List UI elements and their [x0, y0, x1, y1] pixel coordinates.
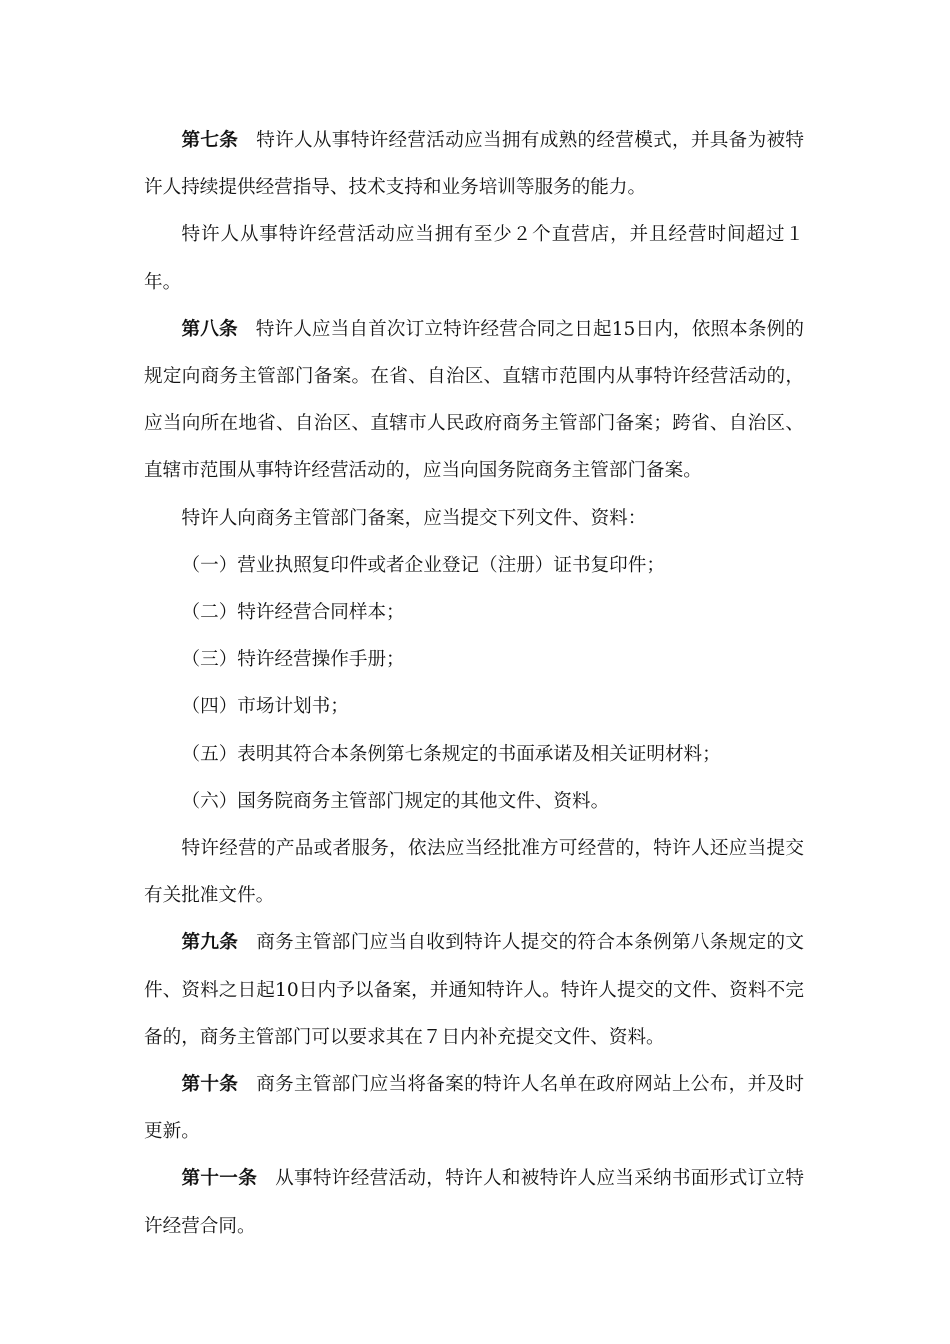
paragraph-article-9 — [144, 919, 804, 1061]
paragraph-article-11 — [144, 1155, 804, 1249]
list-item-text: （三）特许经营操作手册； — [181, 649, 405, 671]
paragraph-article-10 — [144, 1061, 804, 1155]
article-heading: 第十条 — [181, 1074, 239, 1096]
paragraph-text: 商务主管部门应当将备案的特许人名单在政府网站上公布，并及时更新。 — [144, 1074, 804, 1143]
paragraph-text: 从事特许经营活动，特许人和被特许人应当采纳书面形式订立特许经营合同。 — [144, 1168, 804, 1237]
list-item-text: （四）市场计划书； — [181, 696, 349, 718]
paragraph-text: 商务主管部门应当自收到特许人提交的符合本条例第八条规定的文件、资料之日起10日内予以备案，并通知特许人。特许人提交的文件、资料不完备的，商务主管部门可以要求其在７日内补充提交文件、资料。 — [144, 932, 804, 1048]
list-item — [144, 542, 804, 589]
article-heading: 第九条 — [181, 932, 239, 954]
paragraph-text: 特许人应当自首次订立特许经营合同之日起15日内，依照本条例的规定向商务主管部门备案。在省、自治区、直辖市范围内从事特许经营活动的，应当向所在地省、自治区、直辖市人民政府商务主管部门备案；跨省、自治区、直辖市范围从事特许经营活动的，应当向国务院商务主管部门备案。 — [144, 318, 804, 482]
paragraph-text: 特许人从事特许经营活动应当拥有成熟的经营模式，并具备为被特许人持续提供经营指导、技术支持和业务培训等服务的能力。 — [144, 130, 804, 199]
article-heading: 第八条 — [181, 318, 238, 340]
paragraph-text: 特许人从事特许经营活动应当拥有至少２个直营店，并且经营时间超过１年。 — [144, 224, 804, 293]
list-item — [144, 683, 804, 730]
paragraph-article-8 — [144, 306, 804, 495]
document-body — [144, 117, 804, 1250]
article-heading: 第十一条 — [181, 1168, 258, 1190]
list-item-text: （二）特许经营合同样本； — [181, 602, 405, 624]
list-item — [144, 636, 804, 683]
paragraph-article-7 — [144, 117, 804, 211]
list-item-text: （五）表明其符合本条例第七条规定的书面承诺及相关证明材料； — [181, 743, 721, 765]
list-item-text: （六）国务院商务主管部门规定的其他文件、资料。 — [181, 790, 610, 812]
list-item — [144, 589, 804, 636]
list-item — [144, 731, 804, 778]
paragraph — [144, 495, 804, 542]
paragraph — [144, 211, 804, 305]
paragraph-text: 特许人向商务主管部门备案，应当提交下列文件、资料： — [181, 507, 647, 529]
paragraph — [144, 825, 804, 919]
article-heading: 第七条 — [181, 130, 239, 151]
list-item — [144, 778, 804, 825]
paragraph-text: 特许经营的产品或者服务，依法应当经批准方可经营的，特许人还应当提交有关批准文件。 — [144, 838, 804, 907]
list-item-text: （一）营业执照复印件或者企业登记（注册）证书复印件； — [181, 554, 665, 576]
